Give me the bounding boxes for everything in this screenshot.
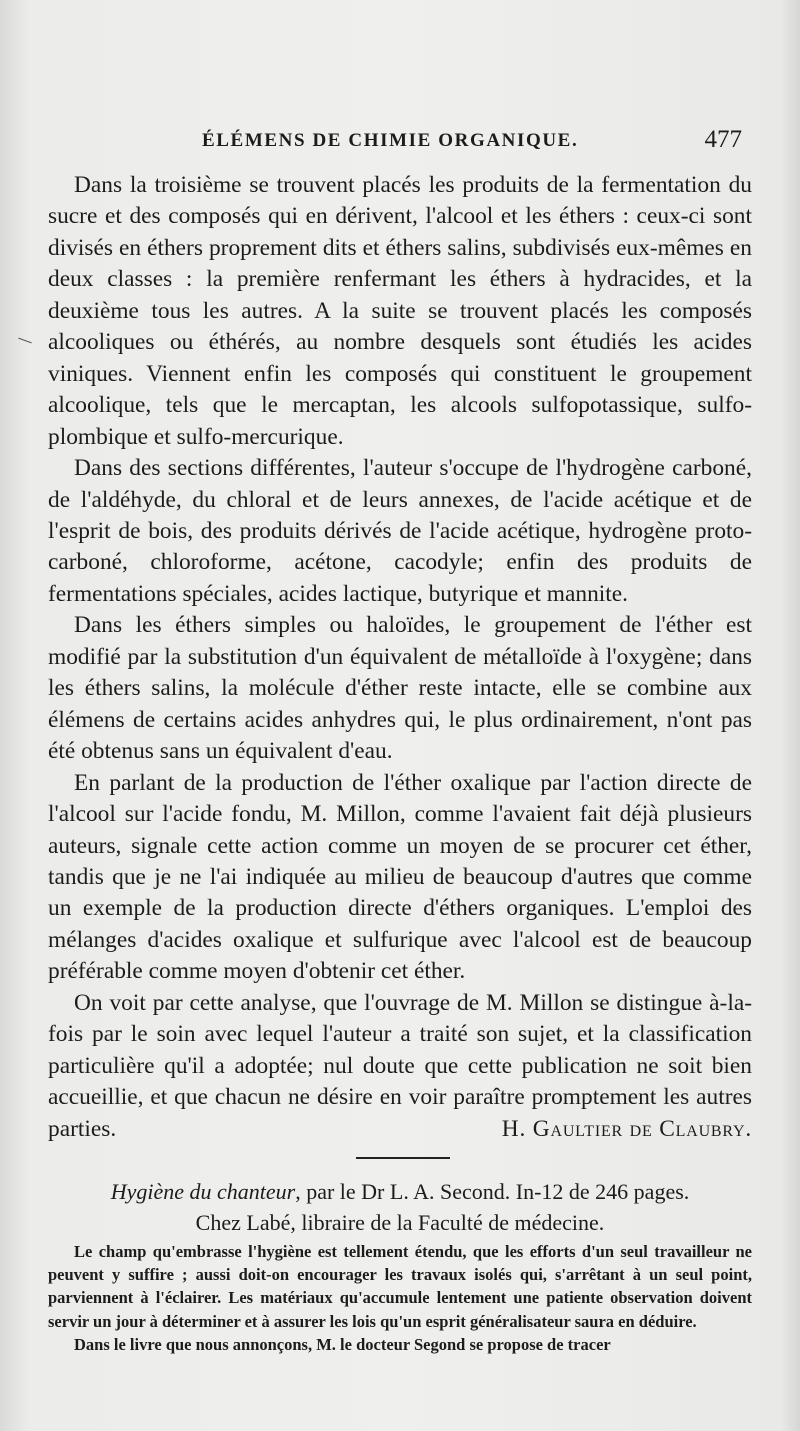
page-number: 477: [704, 126, 742, 153]
section-divider: [356, 1157, 450, 1159]
signature-text: H. Gaultier de Claubry.: [501, 1115, 752, 1142]
review-publisher: Chez Labé, libraire de la Faculté de médecine.: [195, 1210, 605, 1235]
paragraph: Dans les éthers simples ou haloïdes, le groupement de l'éther est modifié par la substitution d'un équivalent de métalloïde à l'oxygène; dans les éthers salins, la molécule d'éther reste intacte, elle se combine aux élémens de certains acides anhydres qui, le plus ordinairement, n'ont pas été obtenus sans un équivalent d'eau.: [48, 612, 752, 765]
article-body: [48, 170, 752, 1145]
review-body: [48, 1240, 752, 1356]
paragraph: En parlant de la production de l'éther oxalique par l'action directe de l'alcool sur l'acide fondu, M. Millon, comme l'avaient fait déjà plusieurs auteurs, signale cette action comme un moyen de se procurer cet éther, tandis que je ne l'ai indiquée au milieu de beaucoup d'autres que comme un exemple de la production directe d'éthers organiques. L'emploi des mélanges d'acides oxalique et sulfurique avec l'alcool est de beaucoup préférable comme moyen d'obtenir cet éther.: [48, 769, 752, 985]
review-heading: [48, 1176, 752, 1238]
book-details: , par le Dr L. A. Second. In-12 de 246 pages.: [295, 1179, 690, 1204]
paragraph: Dans la troisième se trouvent placés les produits de la fermentation du sucre et des composés qui en dérivent, l'alcool et les éthers : ceux-ci sont divisés en éthers proprement dits et éthers salins, subdivisés eux-mêmes en deux classes : la première renfermant les éthers à hydracides, et la deuxième tous les autres. A la suite se trouvent placés les composés alcooliques ou éthérés, au nombre desquels sont étudiés les acides viniques. Viennent enfin les composés qui constituent le groupement alcoolique, tels que le mercaptan, les alcools sulfopotassique, sulfo-plombique et sulfo-mercurique.: [48, 172, 752, 450]
margin-mark: [18, 338, 31, 344]
small-paragraph: Le champ qu'embrasse l'hygiène est tellement étendu, que les efforts d'un seul travailleur ne peuvent y suffire ; aussi doit-on encourager les travaux isolés qui, s'arrêtant à un seul point, parviennent à l'éclairer. Les matériaux qu'accumule lentement une patiente observation doivent servir un jour à déterminer et à assurer les lois qu'un esprit généralisateur saura en déduire.: [48, 1242, 752, 1331]
book-title: Hygiène du chanteur: [110, 1179, 296, 1204]
author-signature: [48, 1114, 752, 1145]
page-header: [48, 128, 750, 162]
paragraph: Dans des sections différentes, l'auteur s'occupe de l'hydrogène carboné, de l'aldéhyde, du chloral et de leurs annexes, de l'acide acétique et de l'esprit de bois, des produits dérivés de l'acide acétique, hydrogène proto-carboné, chloroforme, acétone, cacodyle; enfin des produits de fermentations spéciales, acides lactique, butyrique et mannite.: [48, 455, 752, 607]
small-paragraph: Dans le livre que nous annonçons, M. le docteur Segond se propose de tracer: [74, 1334, 611, 1354]
paragraph: On voit par cette analyse, que l'ouvrage de M. Millon se distingue à-la-fois par le soin avec lequel l'auteur a traité son sujet, et la classification particulière qu'il a adoptée; nul doute que cette publication ne soit bien accueillie, et que chacun ne désire en voir paraître promptement les autres parties.: [48, 989, 752, 1142]
running-title: ÉLÉMENS DE CHIMIE ORGANIQUE.: [202, 130, 579, 151]
review-title-line: [48, 1176, 752, 1207]
